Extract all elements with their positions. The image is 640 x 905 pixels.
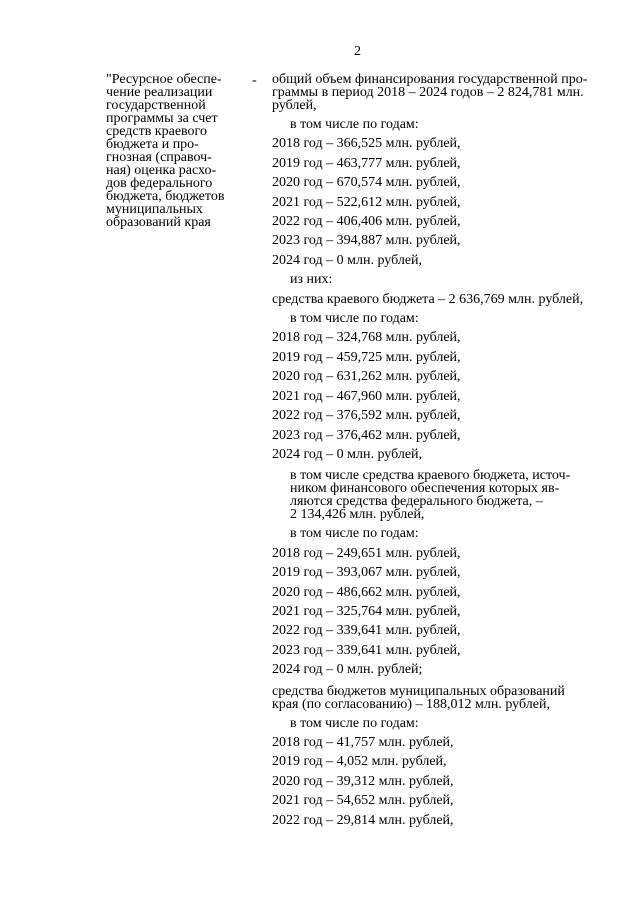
heading-line: бюджета, бюджетов xyxy=(106,189,225,204)
year-line: 2018 год – 324,768 млн. рублей, xyxy=(272,330,461,346)
heading-line: чение реализации xyxy=(106,85,213,100)
heading-line: дов федерального xyxy=(106,176,213,191)
heading-line: образований края xyxy=(106,215,211,230)
heading-line: бюджета и про- xyxy=(106,137,199,152)
heading-line: государственной xyxy=(106,98,206,113)
year-line: 2020 год – 670,574 млн. рублей, xyxy=(272,175,461,191)
year-line: 2023 год – 376,462 млн. рублей, xyxy=(272,427,461,443)
year-line: 2022 год – 376,592 млн. рублей, xyxy=(272,408,461,424)
year-line: 2021 год – 522,612 млн. рублей, xyxy=(272,194,461,210)
year-line: 2019 год – 459,725 млн. рублей, xyxy=(272,349,461,365)
year-line: 2019 год – 393,067 млн. рублей, xyxy=(272,565,461,581)
year-line: 2022 год – 406,406 млн. рублей, xyxy=(272,214,461,230)
regional-budget-total: средства краевого бюджета – 2 636,769 млн. рублей, xyxy=(272,291,584,307)
total-funding-paragraph xyxy=(272,73,618,112)
page-number: 2 xyxy=(354,44,361,59)
year-line: 2023 год – 339,641 млн. рублей, xyxy=(272,642,461,658)
municipal-budgets-paragraph xyxy=(272,685,618,711)
year-line: 2020 год – 631,262 млн. рублей, xyxy=(272,369,461,385)
year-line: 2020 год – 39,312 млн. рублей, xyxy=(272,773,454,789)
heading-line: гнозная (справоч- xyxy=(106,150,212,165)
year-line: 2021 год – 54,652 млн. рублей, xyxy=(272,793,454,809)
year-line: 2023 год – 394,887 млн. рублей, xyxy=(272,233,461,249)
year-line: 2019 год – 463,777 млн. рублей, xyxy=(272,155,461,171)
text-line: ником финансового обеспечения которых яв- xyxy=(290,481,560,497)
text-line: в том числе средства краевого бюджета, источ- xyxy=(290,468,571,484)
year-line: 2021 год – 467,960 млн. рублей, xyxy=(272,388,461,404)
text-line: ляются средства федерального бюджета, – xyxy=(290,494,543,510)
year-line: 2021 год – 325,764 млн. рублей, xyxy=(272,603,461,619)
text-line: граммы в период 2018 – 2024 годов – 2 824,781 млн. xyxy=(272,85,584,100)
by-years-label: в том числе по годам: xyxy=(290,117,419,132)
text-line: рублей, xyxy=(272,98,317,113)
text-line: 2 134,426 млн. рублей, xyxy=(290,507,425,523)
heading-line: муниципальных xyxy=(106,202,203,217)
year-line: 2024 год – 0 млн. рублей; xyxy=(272,662,423,678)
year-line: 2018 год – 249,651 млн. рублей, xyxy=(272,545,461,561)
federal-funds-paragraph xyxy=(272,469,618,521)
year-line: 2024 год – 0 млн. рублей, xyxy=(272,252,423,268)
of-them-label: из них: xyxy=(290,272,333,288)
text-line: края (по согласованию) – 188,012 млн. рублей, xyxy=(272,696,550,712)
year-line: 2018 год – 41,757 млн. рублей, xyxy=(272,734,454,750)
separator-dash: - xyxy=(252,73,257,88)
section-heading xyxy=(106,73,246,229)
funding-details xyxy=(272,73,618,830)
year-line: 2018 год – 366,525 млн. рублей, xyxy=(272,136,461,152)
year-line: 2019 год – 4,052 млн. рублей, xyxy=(272,754,447,770)
year-line: 2022 год – 339,641 млн. рублей, xyxy=(272,623,461,639)
year-line: 2022 год – 29,814 млн. рублей, xyxy=(272,812,454,828)
text-line: средства бюджетов муниципальных образований xyxy=(272,683,565,699)
by-years-label: в том числе по годам: xyxy=(290,526,419,542)
by-years-label: в том числе по годам: xyxy=(290,311,419,327)
year-line: 2024 год – 0 млн. рублей, xyxy=(272,446,423,462)
heading-line: ная) оценка расхо- xyxy=(106,163,217,178)
year-line: 2020 год – 486,662 млн. рублей, xyxy=(272,584,461,600)
by-years-label: в том числе по годам: xyxy=(290,715,419,731)
heading-line: средств краевого xyxy=(106,124,207,139)
text-line: общий объем финансирования государственной про- xyxy=(272,72,588,87)
heading-line: программы за счет xyxy=(106,111,218,126)
heading-line: "Ресурсное обеспе- xyxy=(106,72,222,87)
